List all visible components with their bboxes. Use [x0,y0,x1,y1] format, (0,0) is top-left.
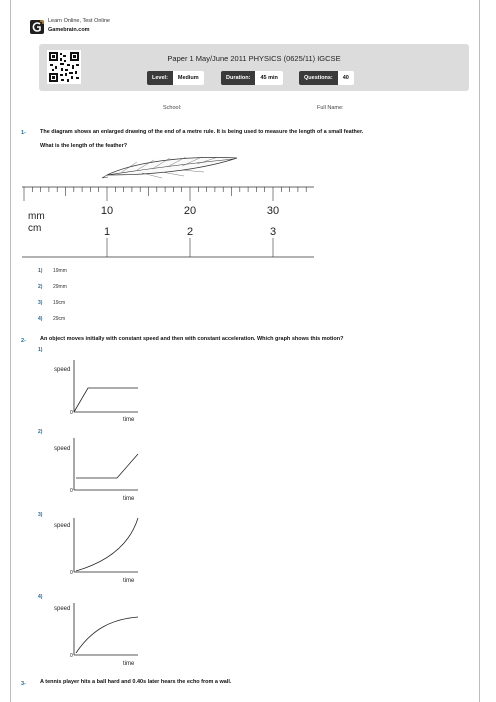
option-text[interactable]: 19cm [53,300,66,306]
option-text[interactable]: 29cm [53,316,66,322]
graph-option-2[interactable] [50,432,150,504]
paper-title: Paper 1 May/June 2011 PHYSICS (0625/11) IGCSE [167,54,341,63]
question-number: 1- [21,130,26,136]
graph-curve [76,617,138,653]
level-badge [147,71,204,85]
graph-origin: 0 [70,653,73,659]
level-label: Level: [147,71,173,85]
page-border-right [479,0,480,702]
gamebrain-logo-icon [30,20,44,34]
brand-site[interactable]: Gamebrain.com [48,27,90,33]
option-number: 4) [38,316,43,322]
graph-origin: 0 [70,410,73,416]
option-number: 3) [38,512,43,518]
feather-drawing [102,157,237,178]
question-text: An object moves initially with constant speed and then with constant acceleration. Which graph shows this motion? [40,336,344,342]
question-text: The diagram shows an enlarged drawing of the end of a metre rule. It is being used to measure the length of a small feather. [40,129,364,135]
paper-header [39,44,469,91]
graph-xlabel: time [123,417,135,423]
question-number: 3- [21,681,26,687]
option-number: 2) [38,284,43,290]
questions-label: Questions: [299,71,338,85]
ruler-mm-label: 10 [100,205,114,217]
option-text[interactable]: 29mm [53,284,67,290]
ruler-mm-label: 30 [266,205,280,217]
school-field[interactable]: School: [163,105,182,111]
graph-ylabel: speed [54,523,71,529]
graph-curve [76,454,138,478]
option-number: 4) [38,594,43,600]
option-number: 2) [38,429,43,435]
ruler-unit-cm: cm [28,223,42,234]
ruler-mm-label: 20 [183,205,197,217]
duration-value: 45 min [255,71,282,85]
duration-badge [221,71,283,85]
full-name-field[interactable]: Full Name: [317,105,344,111]
graph-ylabel: speed [54,446,71,452]
graph-option-3[interactable] [50,514,150,586]
ruler-cm-label: 1 [103,226,111,238]
graph-option-4[interactable] [50,597,150,669]
graph-ylabel: speed [54,367,71,373]
duration-label: Duration: [221,71,255,85]
option-number: 3) [38,300,43,306]
option-number: 1) [38,268,43,274]
option-number: 1) [38,347,43,353]
graph-curve [76,518,138,571]
question-text: A tennis player hits a ball hard and 0.40s later hears the echo from a wall. [40,679,232,685]
graph-option-1[interactable] [50,352,150,424]
questions-value: 40 [338,71,354,85]
graph-xlabel: time [123,578,135,584]
ruler-unit-mm: mm [28,211,45,222]
page-border-left [10,0,11,702]
questions-badge [299,71,354,85]
graph-origin: 0 [70,488,73,494]
graph-ylabel: speed [54,606,71,612]
question-text-line2: What is the length of the feather? [40,143,128,149]
graph-xlabel: time [123,496,135,502]
level-value: Medium [173,71,204,85]
graph-curve [74,388,138,412]
brand-tagline: Learn Online, Test Online [48,18,110,24]
question-number: 2- [21,338,26,344]
option-text[interactable]: 19mm [53,268,67,274]
ruler-ticks [24,187,306,201]
graph-xlabel: time [123,661,135,667]
graph-origin: 0 [70,570,73,576]
ruler-diagram [22,155,314,260]
ruler-cm-label: 2 [186,226,194,238]
ruler-cm-label: 3 [269,226,277,238]
